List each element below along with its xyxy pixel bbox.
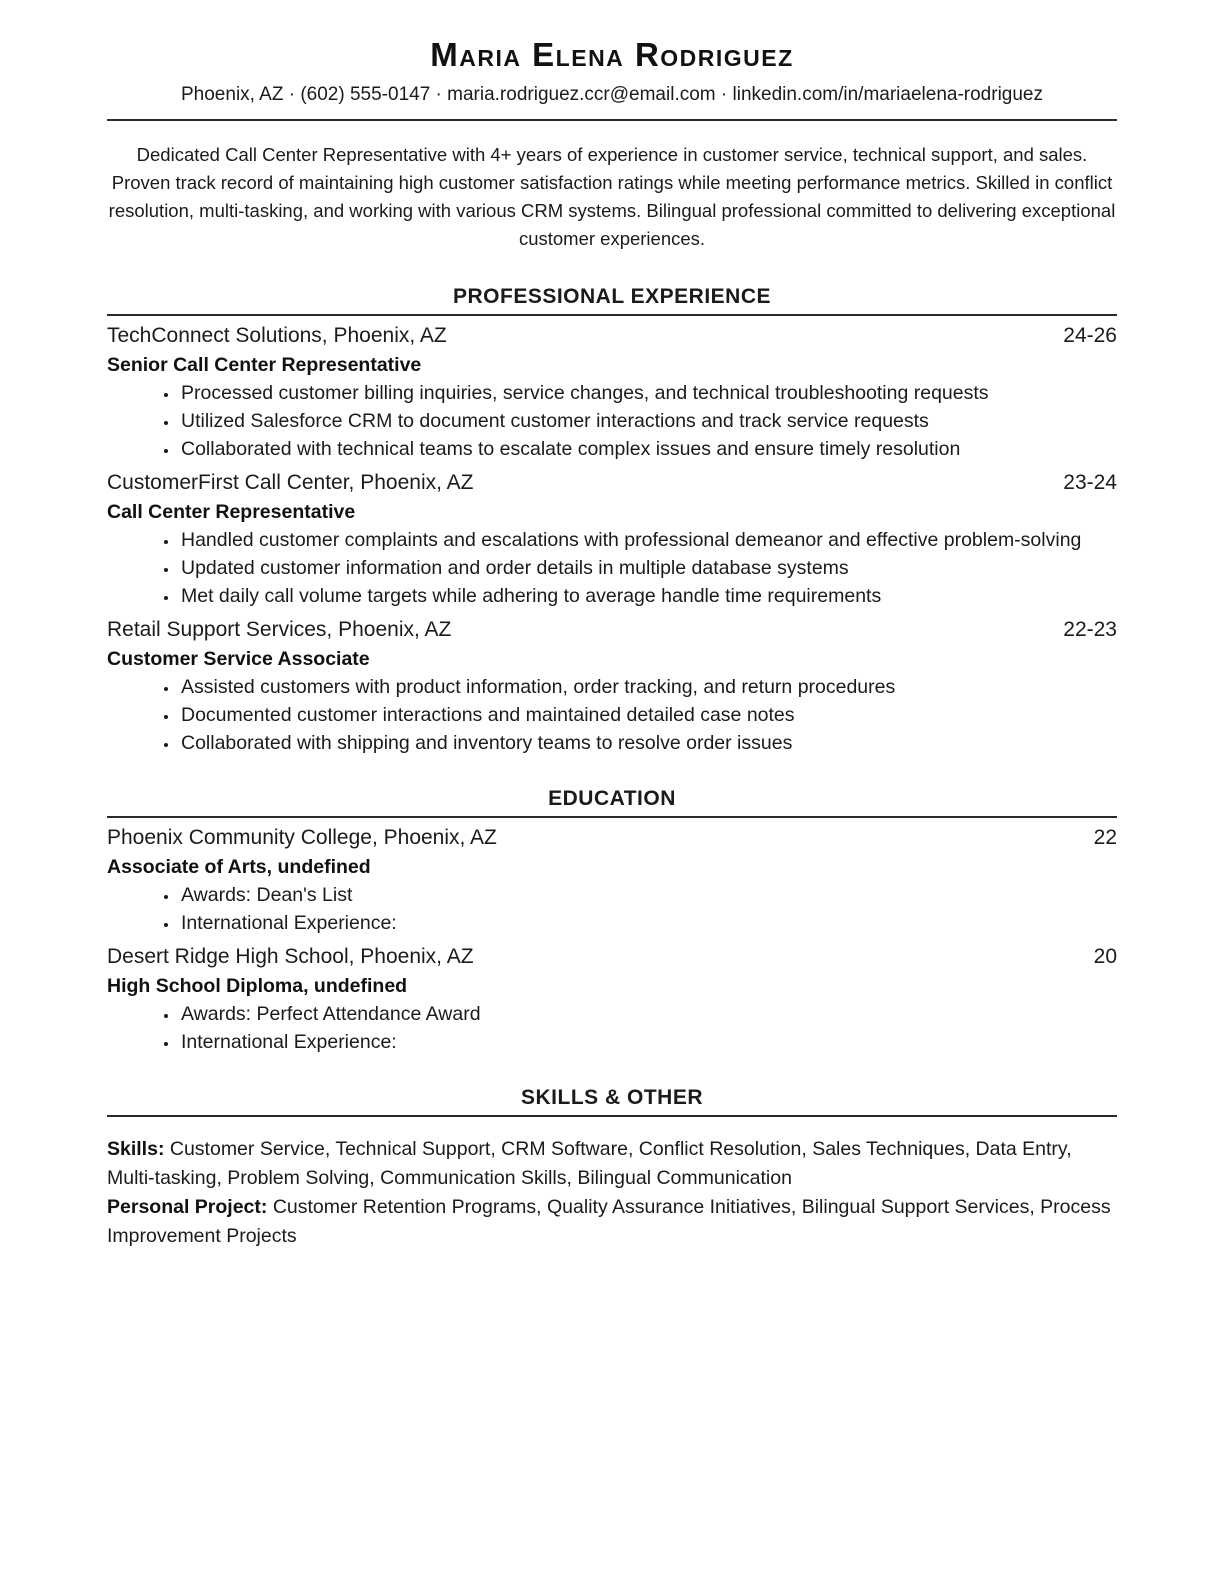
skills-line: [107, 1135, 1117, 1193]
job-bullet: • Processed customer billing inquiries, service changes, and technical troubleshooting requests: [179, 379, 1117, 407]
education-section-title: EDUCATION: [107, 787, 1117, 818]
contact-line: Phoenix, AZ · (602) 555-0147 · maria.rodriguez.ccr@email.com · linkedin.com/in/mariaelena-rodriguez: [181, 84, 1043, 105]
professional-summary: Dedicated Call Center Representative with 4+ years of experience in customer service, technical support, and sales. Proven track record of maintaining high customer satisfaction ratings while meeting performance metrics. Skilled in conflict resolution, multi-tasking, and working with various CRM systems. Bilingual professional committed to delivering exceptional customer experiences.: [108, 144, 1116, 249]
education-bullet: • International Experience:: [179, 1028, 1117, 1056]
job-title: Senior Call Center Representative: [107, 354, 422, 376]
job-dates: 22-23: [1063, 618, 1117, 641]
job-bullet: • Met daily call volume targets while adhering to average handle time requirements: [179, 582, 1117, 610]
experience-section: [107, 285, 1117, 757]
skills-section: [107, 1086, 1117, 1251]
skills-section-title: SKILLS & OTHER: [107, 1086, 1117, 1117]
job-company: CustomerFirst Call Center, Phoenix, AZ: [107, 471, 474, 494]
personal-project-line: [107, 1193, 1117, 1251]
job-bullet: • Utilized Salesforce CRM to document customer interactions and track service requests: [179, 407, 1117, 435]
skills-label: Skills:: [107, 1138, 165, 1160]
job-title: Call Center Representative: [107, 501, 356, 523]
job-bullet: • Assisted customers with product information, order tracking, and return procedures: [179, 673, 1117, 701]
job-bullet: • Collaborated with technical teams to escalate complex issues and ensure timely resolution: [179, 435, 1117, 463]
job-bullet: • Collaborated with shipping and inventory teams to resolve order issues: [179, 729, 1117, 757]
job-dates: 24-26: [1063, 324, 1117, 347]
education-bullet-list: [107, 1000, 1117, 1056]
skills-body: [107, 1135, 1117, 1251]
school-dates: 22: [1093, 826, 1117, 849]
education-entry: [107, 942, 1117, 1056]
skills-text: Customer Service, Technical Support, CRM Software, Conflict Resolution, Sales Techniques, Data Entry, Multi-tasking, Problem Solving, Communication Skills, Bilingual Communication: [107, 1138, 1072, 1189]
candidate-name: Maria Elena Rodriguez: [430, 36, 794, 73]
resume-header: [107, 36, 1117, 121]
education-section: [107, 787, 1117, 1056]
personal-project-label: Personal Project:: [107, 1196, 268, 1218]
job-title: Customer Service Associate: [107, 648, 370, 670]
education-bullet: • Awards: Perfect Attendance Award: [179, 1000, 1117, 1028]
personal-project-text: Customer Retention Programs, Quality Assurance Initiatives, Bilingual Support Services, Process Improvement Projects: [107, 1196, 1111, 1247]
header-divider: [107, 119, 1117, 121]
job-bullet-list: [107, 673, 1117, 757]
job-bullet: • Documented customer interactions and maintained detailed case notes: [179, 701, 1117, 729]
job-dates: 23-24: [1063, 471, 1117, 494]
education-bullet-list: [107, 881, 1117, 937]
job-company: Retail Support Services, Phoenix, AZ: [107, 618, 452, 641]
job-entry: [107, 321, 1117, 463]
school-dates: 20: [1093, 945, 1117, 968]
school-name: Desert Ridge High School, Phoenix, AZ: [107, 945, 474, 968]
education-bullet: • Awards: Dean's List: [179, 881, 1117, 909]
education-entry: [107, 823, 1117, 937]
experience-section-title: PROFESSIONAL EXPERIENCE: [107, 285, 1117, 316]
job-bullet-list: [107, 526, 1117, 610]
school-name: Phoenix Community College, Phoenix, AZ: [107, 826, 497, 849]
job-bullet-list: [107, 379, 1117, 463]
job-bullet: • Updated customer information and order details in multiple database systems: [179, 554, 1117, 582]
degree-title: High School Diploma, undefined: [107, 975, 408, 997]
job-entry: [107, 615, 1117, 757]
job-company: TechConnect Solutions, Phoenix, AZ: [107, 324, 447, 347]
job-bullet: • Handled customer complaints and escalations with professional demeanor and effective problem-solving: [179, 526, 1117, 554]
education-bullet: • International Experience:: [179, 909, 1117, 937]
degree-title: Associate of Arts, undefined: [107, 856, 371, 878]
job-entry: [107, 468, 1117, 610]
